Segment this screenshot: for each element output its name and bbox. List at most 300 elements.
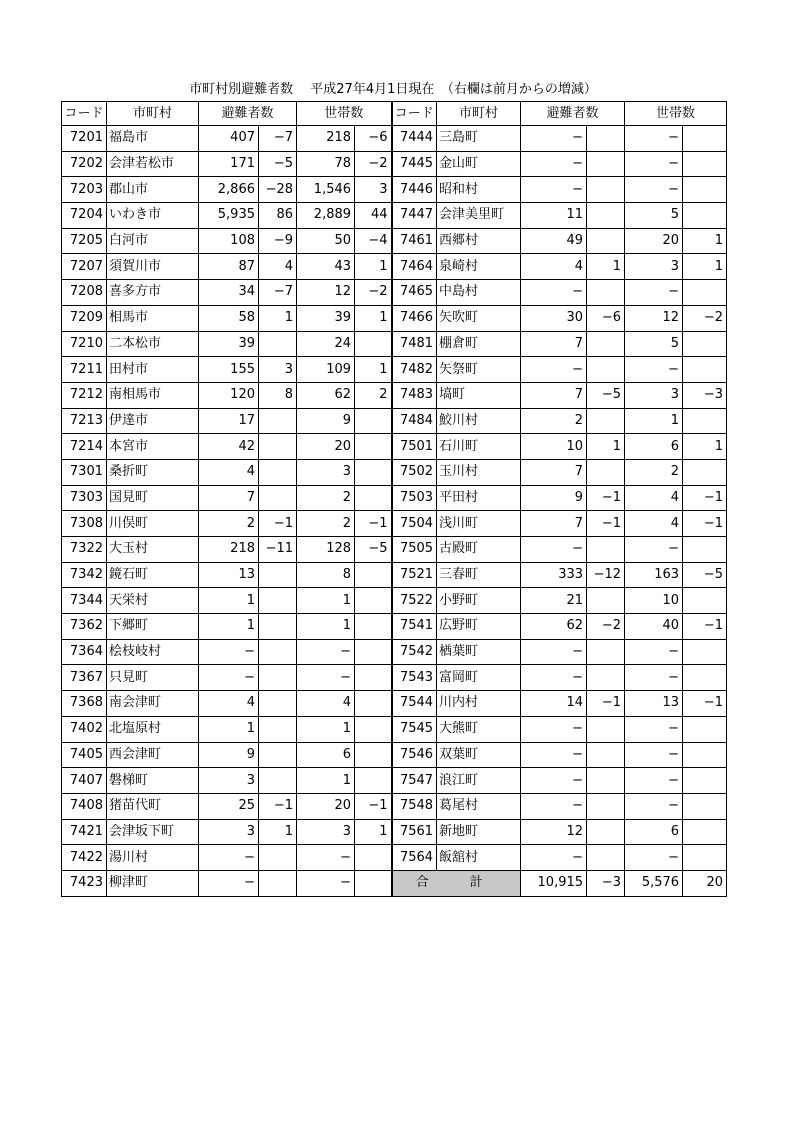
evacuees-cell: −: [521, 280, 587, 306]
evacuees-cell: 49: [521, 228, 587, 254]
evacuees-cell: 4: [199, 691, 259, 717]
evacuees-change-cell: [587, 228, 625, 254]
municipality-cell: 矢吹町: [437, 305, 521, 331]
table-row: [62, 588, 727, 614]
code-cell: 7446: [392, 177, 437, 203]
header-code: コード: [392, 102, 437, 126]
households-cell: 43: [297, 254, 355, 280]
evacuees-change-cell: −5: [587, 382, 625, 408]
households-cell: 20: [297, 434, 355, 460]
households-change-cell: [355, 614, 392, 640]
code-cell: 7423: [62, 870, 107, 896]
households-change-cell: −5: [355, 537, 392, 563]
households-cell: 3: [625, 382, 683, 408]
households-cell: 163: [625, 562, 683, 588]
evacuees-cell: −: [199, 870, 259, 896]
evacuees-change-cell: [587, 151, 625, 177]
households-change-cell: [683, 588, 727, 614]
code-cell: 7503: [392, 485, 437, 511]
evacuees-change-cell: [587, 793, 625, 819]
code-cell: 7405: [62, 742, 107, 768]
households-cell: 9: [297, 408, 355, 434]
municipality-cell: 双葉町: [437, 742, 521, 768]
households-cell: 1: [297, 588, 355, 614]
code-cell: 7402: [62, 716, 107, 742]
evacuees-cell: 108: [199, 228, 259, 254]
municipality-cell: 福島市: [107, 126, 199, 152]
table-row: [62, 870, 727, 896]
municipality-cell: 矢祭町: [437, 357, 521, 383]
table-row: [62, 691, 727, 717]
households-change-cell: [355, 639, 392, 665]
evacuees-change-cell: [587, 845, 625, 871]
municipality-cell: 飯舘村: [437, 845, 521, 871]
header-row: [62, 102, 727, 126]
households-change-cell: [355, 665, 392, 691]
header-municipality: 市町村: [107, 102, 199, 126]
evacuees-cell: −: [521, 793, 587, 819]
code-cell: 7545: [392, 716, 437, 742]
evacuees-change-cell: [259, 331, 297, 357]
code-cell: 7344: [62, 588, 107, 614]
households-change-cell: −1: [683, 485, 727, 511]
municipality-cell: 浪江町: [437, 768, 521, 794]
households-cell: 1: [625, 408, 683, 434]
households-cell: 12: [297, 280, 355, 306]
municipality-cell: 中島村: [437, 280, 521, 306]
evacuees-change-cell: [259, 742, 297, 768]
header-municipality: 市町村: [437, 102, 521, 126]
evacuees-change-cell: [259, 485, 297, 511]
households-change-cell: [683, 537, 727, 563]
evacuees-cell: −: [521, 177, 587, 203]
code-cell: 7445: [392, 151, 437, 177]
code-cell: 7541: [392, 614, 437, 640]
households-cell: −: [625, 716, 683, 742]
municipality-cell: 二本松市: [107, 331, 199, 357]
households-cell: 20: [625, 228, 683, 254]
households-cell: 39: [297, 305, 355, 331]
municipality-cell: 三春町: [437, 562, 521, 588]
code-cell: 7203: [62, 177, 107, 203]
households-change-cell: −3: [683, 382, 727, 408]
municipality-cell: 桑折町: [107, 459, 199, 485]
evacuee-table-container: [61, 101, 727, 897]
households-cell: −: [625, 177, 683, 203]
municipality-cell: 伊達市: [107, 408, 199, 434]
households-cell: 5: [625, 203, 683, 229]
municipality-cell: 昭和村: [437, 177, 521, 203]
municipality-cell: 新地町: [437, 819, 521, 845]
table-row: [62, 382, 727, 408]
evacuees-change-cell: −1: [587, 485, 625, 511]
households-change-cell: 1: [683, 434, 727, 460]
municipality-cell: 古殿町: [437, 537, 521, 563]
households-cell: 4: [625, 511, 683, 537]
code-cell: 7482: [392, 357, 437, 383]
evacuees-cell: 58: [199, 305, 259, 331]
evacuees-cell: −: [521, 768, 587, 794]
evacuees-cell: −: [199, 639, 259, 665]
households-cell: 2,889: [297, 203, 355, 229]
municipality-cell: 只見町: [107, 665, 199, 691]
households-cell: 50: [297, 228, 355, 254]
evacuees-cell: −: [521, 357, 587, 383]
households-change-cell: [355, 742, 392, 768]
table-row: [62, 537, 727, 563]
municipality-cell: 金山町: [437, 151, 521, 177]
evacuees-change-cell: −11: [259, 537, 297, 563]
evacuees-change-cell: [259, 691, 297, 717]
header-evacuees: 避難者数: [199, 102, 297, 126]
municipality-cell: 相馬市: [107, 305, 199, 331]
code-cell: 7521: [392, 562, 437, 588]
evacuees-cell: 9: [521, 485, 587, 511]
municipality-cell: 湯川村: [107, 845, 199, 871]
table-row: [62, 845, 727, 871]
evacuees-change-cell: −7: [259, 280, 297, 306]
code-cell: 7484: [392, 408, 437, 434]
table-row: [62, 126, 727, 152]
code-cell: 7202: [62, 151, 107, 177]
evacuees-cell: −: [521, 742, 587, 768]
code-cell: 7303: [62, 485, 107, 511]
code-cell: 7212: [62, 382, 107, 408]
code-cell: 7208: [62, 280, 107, 306]
households-cell: −: [625, 537, 683, 563]
code-cell: 7213: [62, 408, 107, 434]
municipality-cell: 喜多方市: [107, 280, 199, 306]
table-row: [62, 768, 727, 794]
evacuees-change-cell: [259, 588, 297, 614]
code-cell: 7211: [62, 357, 107, 383]
evacuees-cell: 120: [199, 382, 259, 408]
households-change-cell: −5: [683, 562, 727, 588]
code-cell: 7522: [392, 588, 437, 614]
code-cell: 7207: [62, 254, 107, 280]
evacuees-cell: 2,866: [199, 177, 259, 203]
households-cell: 3: [625, 254, 683, 280]
municipality-cell: 須賀川市: [107, 254, 199, 280]
households-change-cell: [683, 819, 727, 845]
households-cell: 24: [297, 331, 355, 357]
total-households-change: 20: [683, 870, 727, 896]
evacuees-cell: 407: [199, 126, 259, 152]
households-change-cell: 1: [355, 305, 392, 331]
evacuees-cell: 13: [199, 562, 259, 588]
evacuees-change-cell: −5: [259, 151, 297, 177]
households-cell: 4: [297, 691, 355, 717]
evacuees-change-cell: 1: [587, 254, 625, 280]
code-cell: 7546: [392, 742, 437, 768]
households-change-cell: 1: [355, 357, 392, 383]
evacuees-change-cell: [259, 768, 297, 794]
households-cell: −: [625, 845, 683, 871]
households-change-cell: [355, 691, 392, 717]
code-cell: 7444: [392, 126, 437, 152]
households-change-cell: [355, 434, 392, 460]
evacuees-change-cell: 8: [259, 382, 297, 408]
municipality-cell: 川俣町: [107, 511, 199, 537]
municipality-cell: 小野町: [437, 588, 521, 614]
households-cell: 78: [297, 151, 355, 177]
evacuees-change-cell: [259, 614, 297, 640]
evacuees-change-cell: −1: [587, 691, 625, 717]
evacuees-cell: 218: [199, 537, 259, 563]
code-cell: 7422: [62, 845, 107, 871]
municipality-cell: 平田村: [437, 485, 521, 511]
code-cell: 7481: [392, 331, 437, 357]
code-cell: 7210: [62, 331, 107, 357]
municipality-cell: 楢葉町: [437, 639, 521, 665]
code-cell: 7447: [392, 203, 437, 229]
evacuees-cell: 7: [521, 331, 587, 357]
table-row: [62, 434, 727, 460]
table-row: [62, 228, 727, 254]
households-change-cell: 3: [355, 177, 392, 203]
households-change-cell: 44: [355, 203, 392, 229]
municipality-cell: 南相馬市: [107, 382, 199, 408]
households-cell: 128: [297, 537, 355, 563]
households-change-cell: 2: [355, 382, 392, 408]
municipality-cell: 葛尾村: [437, 793, 521, 819]
code-cell: 7214: [62, 434, 107, 460]
municipality-cell: 浅川町: [437, 511, 521, 537]
municipality-cell: いわき市: [107, 203, 199, 229]
evacuees-change-cell: 1: [259, 305, 297, 331]
code-cell: 7501: [392, 434, 437, 460]
evacuees-change-cell: −1: [587, 511, 625, 537]
code-cell: 7543: [392, 665, 437, 691]
code-cell: 7201: [62, 126, 107, 152]
households-change-cell: [683, 845, 727, 871]
table-row: [62, 357, 727, 383]
page-title: 市町村別避難者数 平成27年4月1日現在 （右欄は前月からの増減）: [189, 82, 597, 97]
code-cell: 7364: [62, 639, 107, 665]
code-cell: 7502: [392, 459, 437, 485]
municipality-cell: 会津美里町: [437, 203, 521, 229]
municipality-cell: 磐梯町: [107, 768, 199, 794]
evacuees-change-cell: −12: [587, 562, 625, 588]
evacuees-cell: 155: [199, 357, 259, 383]
table-row: [62, 639, 727, 665]
evacuees-cell: 171: [199, 151, 259, 177]
table-row: [62, 716, 727, 742]
households-cell: −: [625, 126, 683, 152]
code-cell: 7464: [392, 254, 437, 280]
municipality-cell: 柳津町: [107, 870, 199, 896]
municipality-cell: 下郷町: [107, 614, 199, 640]
evacuees-change-cell: −6: [587, 305, 625, 331]
evacuees-cell: 42: [199, 434, 259, 460]
evacuees-cell: −: [521, 639, 587, 665]
municipality-cell: 川内村: [437, 691, 521, 717]
households-change-cell: −1: [355, 511, 392, 537]
households-cell: 13: [625, 691, 683, 717]
households-cell: −: [625, 639, 683, 665]
households-cell: 5: [625, 331, 683, 357]
households-change-cell: −1: [683, 614, 727, 640]
households-cell: 6: [297, 742, 355, 768]
evacuees-change-cell: [587, 665, 625, 691]
evacuees-cell: 7: [199, 485, 259, 511]
households-cell: 12: [625, 305, 683, 331]
table-row: [62, 459, 727, 485]
households-cell: −: [297, 845, 355, 871]
evacuees-change-cell: [587, 742, 625, 768]
households-change-cell: [355, 716, 392, 742]
evacuees-cell: 62: [521, 614, 587, 640]
header-code: コード: [62, 102, 107, 126]
households-change-cell: [355, 768, 392, 794]
evacuees-change-cell: [587, 768, 625, 794]
evacuees-cell: 333: [521, 562, 587, 588]
evacuees-change-cell: [587, 588, 625, 614]
households-cell: −: [297, 870, 355, 896]
households-cell: 20: [297, 793, 355, 819]
evacuees-change-cell: [587, 537, 625, 563]
evacuees-change-cell: [587, 459, 625, 485]
municipality-cell: 玉川村: [437, 459, 521, 485]
evacuees-cell: 7: [521, 382, 587, 408]
households-cell: −: [625, 357, 683, 383]
evacuees-cell: −: [521, 151, 587, 177]
evacuees-change-cell: −1: [259, 793, 297, 819]
evacuees-change-cell: [259, 845, 297, 871]
table-row: [62, 485, 727, 511]
evacuees-change-cell: [587, 408, 625, 434]
municipality-cell: 郡山市: [107, 177, 199, 203]
evacuees-cell: −: [199, 665, 259, 691]
municipality-cell: 棚倉町: [437, 331, 521, 357]
households-cell: 6: [625, 434, 683, 460]
households-cell: 4: [625, 485, 683, 511]
evacuees-change-cell: [259, 434, 297, 460]
households-cell: 62: [297, 382, 355, 408]
households-change-cell: [355, 485, 392, 511]
households-cell: 2: [625, 459, 683, 485]
households-cell: −: [625, 793, 683, 819]
evacuees-change-cell: 1: [259, 819, 297, 845]
evacuees-change-cell: [259, 665, 297, 691]
households-change-cell: −1: [355, 793, 392, 819]
households-cell: 6: [625, 819, 683, 845]
evacuees-change-cell: [587, 177, 625, 203]
households-change-cell: [355, 331, 392, 357]
table-row: [62, 614, 727, 640]
evacuees-change-cell: −28: [259, 177, 297, 203]
evacuees-cell: 4: [199, 459, 259, 485]
evacuees-change-cell: [587, 126, 625, 152]
evacuees-cell: 3: [199, 819, 259, 845]
households-change-cell: [355, 870, 392, 896]
table-row: [62, 177, 727, 203]
evacuees-cell: 17: [199, 408, 259, 434]
households-cell: −: [297, 639, 355, 665]
code-cell: 7561: [392, 819, 437, 845]
table-row: [62, 151, 727, 177]
evacuees-change-cell: [259, 562, 297, 588]
code-cell: 7542: [392, 639, 437, 665]
table-row: [62, 819, 727, 845]
municipality-cell: 会津坂下町: [107, 819, 199, 845]
households-change-cell: 1: [683, 254, 727, 280]
evacuee-table: [61, 101, 727, 897]
evacuees-change-cell: [259, 408, 297, 434]
evacuees-cell: 21: [521, 588, 587, 614]
evacuees-change-cell: −2: [587, 614, 625, 640]
evacuees-cell: −: [521, 126, 587, 152]
municipality-cell: 田村市: [107, 357, 199, 383]
households-change-cell: [683, 408, 727, 434]
evacuees-change-cell: [259, 716, 297, 742]
households-change-cell: [683, 716, 727, 742]
households-change-cell: −1: [683, 691, 727, 717]
table-row: [62, 254, 727, 280]
code-cell: 7205: [62, 228, 107, 254]
evacuees-change-cell: [587, 357, 625, 383]
header-households: 世帯数: [297, 102, 392, 126]
households-change-cell: −2: [683, 305, 727, 331]
households-change-cell: [683, 459, 727, 485]
households-change-cell: 1: [683, 228, 727, 254]
code-cell: 7407: [62, 768, 107, 794]
households-change-cell: −6: [355, 126, 392, 152]
evacuees-change-cell: [587, 716, 625, 742]
households-cell: −: [625, 151, 683, 177]
households-change-cell: [683, 203, 727, 229]
households-change-cell: 1: [355, 254, 392, 280]
code-cell: 7544: [392, 691, 437, 717]
municipality-cell: 大玉村: [107, 537, 199, 563]
evacuees-cell: −: [521, 716, 587, 742]
households-cell: 1: [297, 614, 355, 640]
evacuees-cell: 1: [199, 716, 259, 742]
households-change-cell: [683, 126, 727, 152]
code-cell: 7301: [62, 459, 107, 485]
table-row: [62, 280, 727, 306]
households-cell: −: [297, 665, 355, 691]
table-row: [62, 562, 727, 588]
code-cell: 7368: [62, 691, 107, 717]
table-row: [62, 511, 727, 537]
evacuees-cell: −: [521, 845, 587, 871]
municipality-cell: 南会津町: [107, 691, 199, 717]
municipality-cell: 会津若松市: [107, 151, 199, 177]
municipality-cell: 大熊町: [437, 716, 521, 742]
evacuees-cell: 12: [521, 819, 587, 845]
municipality-cell: 三島町: [437, 126, 521, 152]
code-cell: 7308: [62, 511, 107, 537]
households-cell: 1,546: [297, 177, 355, 203]
households-change-cell: [683, 639, 727, 665]
code-cell: 7504: [392, 511, 437, 537]
table-row: [62, 331, 727, 357]
code-cell: 7204: [62, 203, 107, 229]
households-cell: 1: [297, 716, 355, 742]
households-cell: −: [625, 280, 683, 306]
evacuees-change-cell: −7: [259, 126, 297, 152]
households-change-cell: −2: [355, 151, 392, 177]
code-cell: 7483: [392, 382, 437, 408]
households-change-cell: −4: [355, 228, 392, 254]
evacuees-cell: 11: [521, 203, 587, 229]
municipality-cell: 広野町: [437, 614, 521, 640]
evacuees-change-cell: −1: [259, 511, 297, 537]
municipality-cell: 猪苗代町: [107, 793, 199, 819]
households-cell: 3: [297, 459, 355, 485]
households-change-cell: [683, 742, 727, 768]
